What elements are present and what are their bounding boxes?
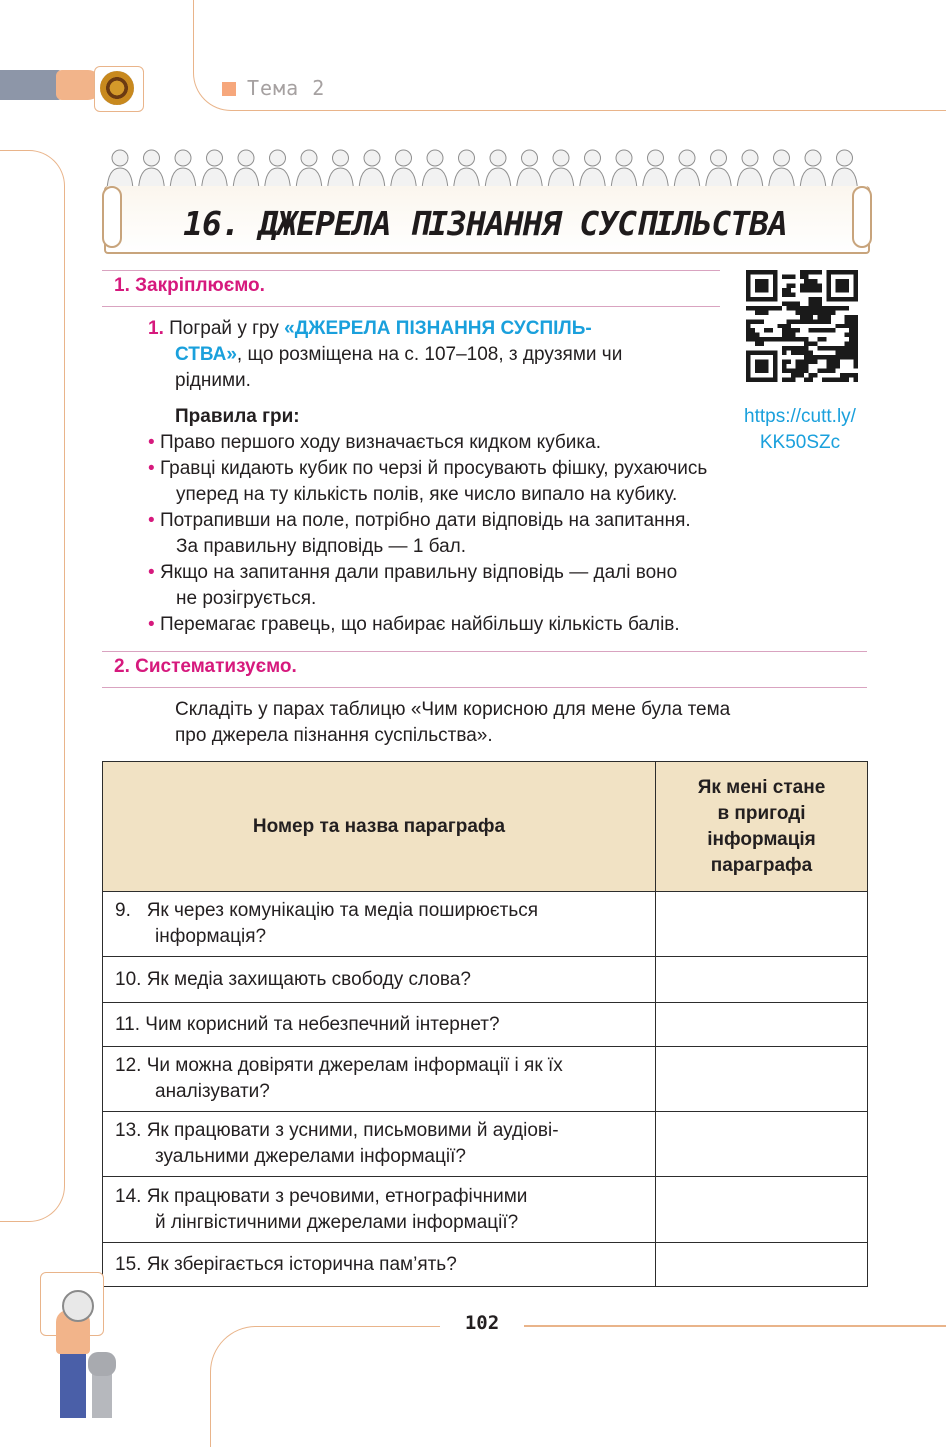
paragraph-cell xyxy=(103,1112,656,1177)
topic-marker-icon xyxy=(222,82,236,96)
paragraph-cell xyxy=(103,1003,656,1047)
bullet-icon: • xyxy=(148,510,155,531)
paragraph-cell xyxy=(103,957,656,1003)
col-header-paragraph: Номер та назва параграфа xyxy=(103,762,656,892)
table-row xyxy=(103,1177,868,1243)
qr-url-line2[interactable]: KK50SZc xyxy=(759,432,841,453)
paragraph-cell xyxy=(103,892,656,957)
paragraph-cell xyxy=(103,1177,656,1243)
paragraph-cell xyxy=(103,1243,656,1287)
rules-heading: Правила гри: xyxy=(175,406,300,427)
table-row xyxy=(103,892,868,957)
instruction-line: про джерела пізнання суспільства». xyxy=(175,725,493,746)
answer-cell[interactable] xyxy=(656,957,868,1003)
col-header-usefulness xyxy=(656,762,868,892)
rule-text: Потрапивши на поле, потрібно дати відповідь на запитання. xyxy=(159,510,691,531)
topic-label: Тема 2 xyxy=(247,76,326,100)
answer-cell[interactable] xyxy=(656,1003,868,1047)
rule-item xyxy=(148,456,828,482)
answer-cell[interactable] xyxy=(656,1047,868,1112)
page-frame-bottom xyxy=(210,1326,946,1447)
section1-top-rule xyxy=(102,270,720,271)
rule-text: Гравці кидають кубик по черзі й просувають фішку, рухаючись xyxy=(159,458,708,479)
arm-illustration xyxy=(92,1370,112,1418)
qr-link[interactable] xyxy=(722,404,878,456)
footer-rule xyxy=(508,1325,946,1326)
paragraph-title-continued: інформація? xyxy=(155,926,267,947)
col-header-line: в пригоді xyxy=(717,802,806,824)
page-frame-left xyxy=(0,150,65,1222)
section1-heading: 1. Закріплюємо. xyxy=(114,275,265,296)
rules-list xyxy=(148,430,828,638)
game-name-line1: «ДЖЕРЕЛА ПІЗНАННЯ СУСПІЛЬ- xyxy=(284,318,592,339)
task-number: 1. xyxy=(148,318,164,339)
table-row xyxy=(103,1003,868,1047)
table-header-row xyxy=(103,762,868,892)
task-1-line1 xyxy=(148,316,708,342)
section2-bottom-rule xyxy=(102,687,867,688)
table-row xyxy=(103,1047,868,1112)
section2-heading: 2. Систематизуємо. xyxy=(114,656,297,677)
table-row xyxy=(103,1243,868,1287)
paragraph-title: Як через комунікацію та медіа поширюється xyxy=(146,900,539,921)
answer-cell[interactable] xyxy=(656,1243,868,1287)
medallion-icon xyxy=(100,71,134,105)
paragraph-number: 14. xyxy=(115,1185,142,1207)
task-text-before: Пограй у гру xyxy=(169,318,285,339)
paragraph-table xyxy=(102,761,868,1287)
bullet-icon: • xyxy=(148,458,155,479)
section2-instruction xyxy=(175,697,855,749)
bullet-icon: • xyxy=(148,562,155,583)
coin-icon xyxy=(62,1290,94,1322)
hand-illustration-sleeve xyxy=(0,70,62,100)
arm-illustration xyxy=(60,1350,86,1418)
rule-item xyxy=(148,612,828,638)
page-number: 102 xyxy=(440,1312,524,1334)
paragraph-title: Як працювати з усними, письмовими й аудіові- xyxy=(146,1120,559,1141)
table-row xyxy=(103,957,868,1003)
qr-code[interactable] xyxy=(746,270,858,382)
table-row xyxy=(103,1112,868,1177)
paragraph-number: 11. xyxy=(115,1013,141,1035)
paragraph-number: 9. xyxy=(115,900,131,921)
paragraph-number: 13. xyxy=(115,1120,142,1141)
answer-cell[interactable] xyxy=(656,892,868,957)
task-text-after: , що розміщена на с. 107–108, з друзями чи xyxy=(236,344,623,365)
paragraph-title: Як працювати з речовими, етнографічними xyxy=(146,1185,528,1207)
rule-item xyxy=(148,560,828,586)
rule-text-continued: не розігрується. xyxy=(176,588,317,609)
answer-cell[interactable] xyxy=(656,1112,868,1177)
task-1-line2 xyxy=(148,342,708,368)
paragraph-cell xyxy=(103,1047,656,1112)
col-header-line: інформація xyxy=(707,828,816,850)
paragraph-title-continued: аналізувати? xyxy=(155,1081,270,1102)
task-1 xyxy=(148,316,708,394)
rule-item xyxy=(148,508,828,534)
section1-bottom-rule xyxy=(102,306,720,307)
answer-cell[interactable] xyxy=(656,1177,868,1243)
rule-text: Якщо на запитання дали правильну відповідь — далі воно xyxy=(159,562,678,583)
task-1-line3: рідними. xyxy=(175,370,251,391)
paragraph-title: Як зберігається історична пам’ять? xyxy=(146,1253,457,1275)
paragraph-number: 10. xyxy=(115,968,142,990)
col-header-line: параграфа xyxy=(710,854,813,876)
rule-text-continued: За правильну відповідь — 1 бал. xyxy=(176,536,467,557)
col-header-line: Як мені стане xyxy=(697,776,826,798)
game-name-line2: СТВА» xyxy=(175,344,237,365)
qr-url-line1[interactable]: https://cutt.ly/ xyxy=(744,406,856,427)
bullet-icon: • xyxy=(148,432,155,453)
rule-text-continued: уперед на ту кількість полів, яке число випало на кубику. xyxy=(176,484,678,505)
instruction-line: Складіть у парах таблицю «Чим корисною для мене була тема xyxy=(175,699,731,720)
paragraph-title-continued: й лінгвістичними джерелами інформації? xyxy=(155,1211,519,1233)
paragraph-number: 15. xyxy=(115,1253,142,1275)
chapter-title: 16. ДЖЕРЕЛА ПІЗНАННЯ СУСПІЛЬСТВА xyxy=(183,204,787,243)
paragraph-title-continued: зуальними джерелами інформації? xyxy=(155,1146,466,1167)
rule-text: Перемагає гравець, що набирає найбільшу кількість балів. xyxy=(159,614,680,635)
paragraph-number: 12. xyxy=(115,1055,142,1076)
paragraph-title: Як медіа захищають свободу слова? xyxy=(146,968,471,990)
rule-text: Право першого ходу визначається кидком кубика. xyxy=(159,432,601,453)
hand-illustration xyxy=(88,1352,116,1376)
paragraph-title: Чи можна довіряти джерелам інформації і як їх xyxy=(146,1055,563,1076)
paragraph-title: Чим корисний та небезпечний інтернет? xyxy=(145,1013,500,1035)
bullet-icon: • xyxy=(148,614,155,635)
section2-top-rule xyxy=(102,651,867,652)
